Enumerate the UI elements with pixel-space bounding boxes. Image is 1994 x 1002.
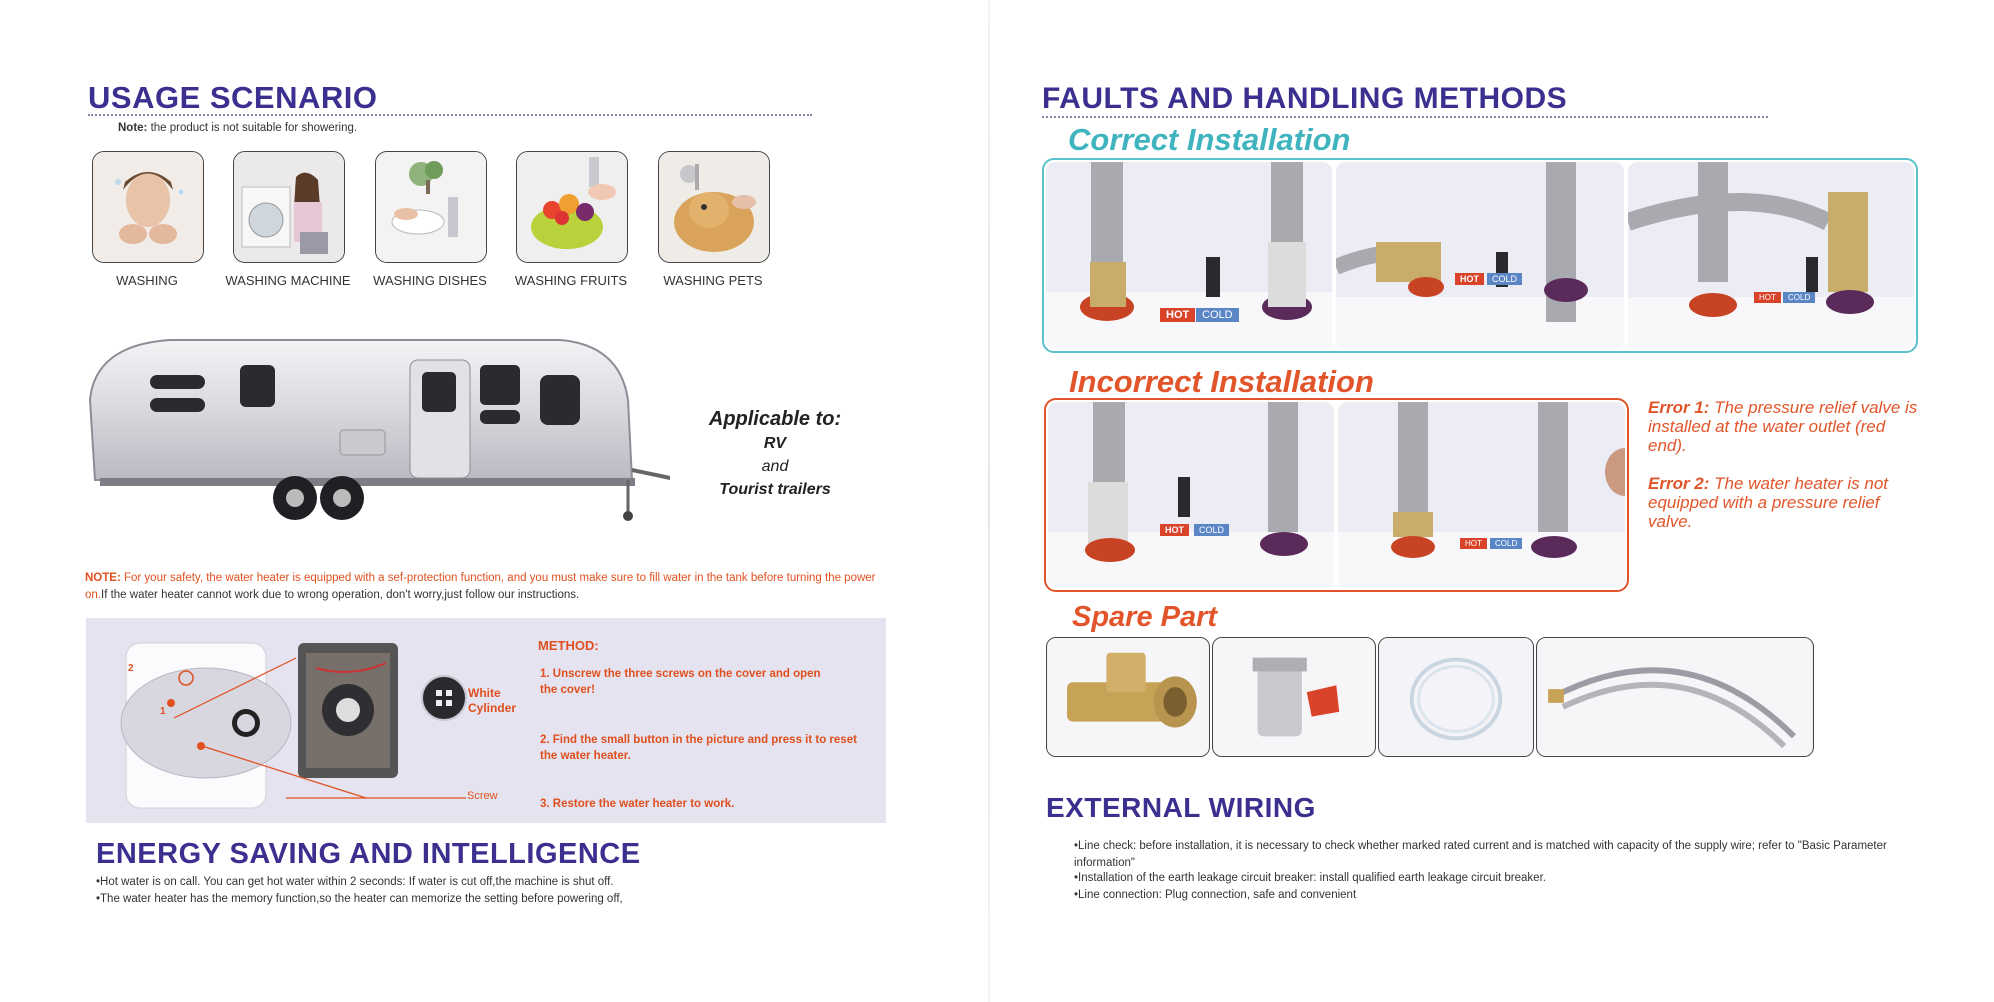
usage-note [118, 122, 357, 134]
method-panel [86, 618, 886, 823]
washing-pets-thumbnail [658, 151, 770, 263]
cold-tag-5: COLD [1490, 538, 1522, 549]
rv-trailer-image [80, 330, 670, 530]
incorrect-installation-title: Incorrect Installation [1069, 364, 1374, 399]
faults-divider [1042, 116, 1768, 118]
correct-photo-3 [1628, 162, 1914, 349]
wiring-bullet-2: •Installation of the earth leakage circuit breaker: install qualified earth leakage circuit breaker. [1074, 872, 1546, 884]
cold-tag-1: COLD [1196, 308, 1239, 322]
hot-tag-1: HOT [1160, 308, 1195, 322]
page-fold [988, 0, 990, 1002]
energy-bullet-2: •The water heater has the memory function,so the heater can memorize the setting before powering off, [96, 893, 623, 905]
usage-scenario-title: USAGE SCENARIO [88, 80, 378, 115]
note-label: Note: [118, 122, 148, 134]
error-2 [1648, 474, 1928, 531]
note-text: the product is not suitable for showering. [147, 122, 358, 134]
spare-relief-valve [1212, 637, 1376, 757]
hot-tag-5: HOT [1460, 538, 1487, 549]
correct-photo-2 [1336, 162, 1624, 349]
cold-tag-3: COLD [1783, 292, 1815, 303]
wiring-bullet-3: •Line connection: Plug connection, safe and convenient [1074, 889, 1357, 901]
safety-note-label: NOTE: [85, 572, 121, 584]
energy-bullet-1: •Hot water is on call. You can get hot water within 2 seconds: If water is cut off,the machine is shut off. [96, 876, 614, 888]
spare-tee-connector [1046, 637, 1210, 757]
spare-clear-tube [1378, 637, 1534, 757]
error-1-text: The pressure relief valve is installed at the water outlet (red end). [1648, 398, 1918, 455]
cold-tag-2: COLD [1487, 273, 1522, 285]
error-1-label: Error 1: [1648, 398, 1710, 417]
method-step-3: 3. Restore the water heater to work. [540, 798, 735, 810]
washing-machine-thumbnail [233, 151, 345, 263]
caption-washing-dishes: WASHING DISHES [373, 273, 487, 288]
applicable-rv: RV [763, 435, 787, 452]
applicable-title: Applicable to: [708, 408, 842, 430]
marker-one: 1 [160, 706, 166, 717]
safety-note-warning: For your safety, the water heater is equipped with a sef-protection function, and you must make sure to fill water in the tank before turning the power on. [85, 572, 876, 601]
safety-note-instruction: If the water heater cannot work due to wrong operation, don't worry,just follow our instructions. [101, 589, 580, 601]
title-divider [88, 114, 812, 116]
caption-washing-pets: WASHING PETS [663, 273, 763, 288]
wiring-bullet-1: •Line check: before installation, it is necessary to check whether marked rated current and is matched with capacity of the supply wire; refer to "Basic Parameter information" [1074, 840, 1887, 869]
white-cylinder-label: White Cylinder [468, 686, 517, 715]
method-title: METHOD: [538, 638, 599, 653]
hot-tag-2: HOT [1455, 273, 1484, 285]
correct-installation-title: Correct Installation [1068, 122, 1351, 157]
incorrect-photo-2 [1338, 402, 1625, 588]
external-wiring-title: EXTERNAL WIRING [1046, 792, 1316, 823]
marker-two: 2 [128, 663, 134, 674]
spare-braided-hoses [1536, 637, 1814, 757]
hot-tag-4: HOT [1160, 524, 1189, 536]
screw-label: Screw [467, 790, 498, 802]
caption-washing: WASHING [116, 273, 178, 288]
energy-saving-title: ENERGY SAVING AND INTELLIGENCE [96, 838, 641, 870]
hot-tag-3: HOT [1754, 292, 1781, 303]
caption-washing-fruits: WASHING FRUITS [514, 273, 628, 288]
caption-washing-machine: WASHING MACHINE [225, 273, 351, 288]
error-2-text: The water heater is not equipped with a pressure relief valve. [1648, 474, 1889, 531]
safety-note [85, 570, 895, 604]
error-1 [1648, 398, 1928, 455]
spare-part-title: Spare Part [1072, 601, 1218, 633]
error-2-label: Error 2: [1648, 474, 1710, 493]
applicable-trailers: Tourist trailers [719, 481, 831, 498]
washing-thumbnail [92, 151, 204, 263]
washing-fruits-thumbnail [516, 151, 628, 263]
applicable-and: and [761, 458, 789, 475]
faults-title: FAULTS AND HANDLING METHODS [1042, 82, 1568, 115]
method-step-1: 1. Unscrew the three screws on the cover and open the cover! [540, 668, 821, 696]
method-step-2: 2. Find the small button in the picture and press it to reset the water heater. [540, 734, 857, 762]
incorrect-photo-1 [1048, 402, 1334, 588]
cold-tag-4: COLD [1194, 524, 1229, 536]
washing-dishes-thumbnail [375, 151, 487, 263]
